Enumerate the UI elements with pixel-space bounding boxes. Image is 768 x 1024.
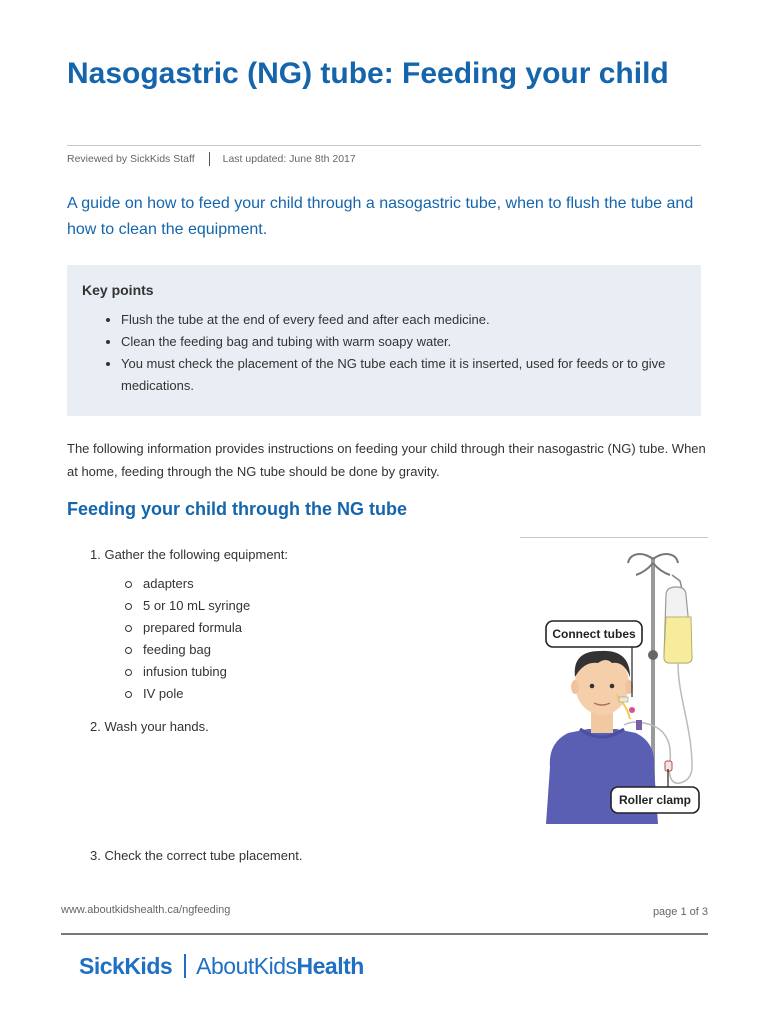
key-points-list — [105, 309, 696, 397]
meta-line — [67, 152, 356, 166]
tube-connector — [629, 707, 635, 713]
logo-divider — [184, 954, 186, 978]
illustration-svg — [520, 537, 708, 824]
brand-logo — [79, 951, 364, 981]
page-title: Nasogastric (NG) tube: Feeding your child — [67, 57, 669, 90]
ng-feeding-illustration — [520, 537, 708, 824]
equipment-item: feeding bag — [125, 639, 250, 661]
intro-paragraph: The following information provides instructions on feeding your child through their nasogastric (NG) tube. When at home, feeding through the NG tube should be done by gravity. — [67, 441, 706, 479]
page-number: page 1 of 3 — [652, 906, 708, 918]
sickkids-logo: SickKids — [79, 952, 173, 979]
last-updated: Last updated: June 8th 2017 — [222, 153, 356, 165]
step-wash — [90, 719, 209, 734]
equipment-item: 5 or 10 mL syringe — [125, 595, 250, 617]
aboutkids-logo-health: Health — [296, 952, 364, 979]
label-connect-tubes: Connect tubes — [552, 627, 636, 641]
footer-divider — [61, 933, 708, 935]
step-text: 1. Gather the following equipment: — [90, 547, 289, 562]
equipment-list — [125, 573, 250, 705]
step-gather — [90, 547, 288, 562]
label-roller-clamp: Roller clamp — [618, 793, 692, 807]
step-text: 2. Wash your hands. — [90, 719, 209, 734]
equipment-item: infusion tubing — [125, 661, 250, 683]
equipment-item: adapters — [125, 573, 250, 595]
key-point: • Flush the tube at the end of every feed and after each medicine. — [121, 309, 696, 331]
key-point: • You must check the placement of the NG tube each time it is inserted, used for feeds or to give medications. — [121, 353, 696, 397]
meta-divider — [67, 145, 701, 146]
feeding-bag-icon — [664, 575, 692, 767]
meta-separator — [209, 152, 210, 166]
key-points-heading: Key points — [82, 282, 154, 298]
step-text: 3. Check the correct tube placement. — [90, 848, 303, 863]
section-heading: Feeding your child through the NG tube — [67, 499, 407, 519]
aboutkids-logo-kids: Kids — [253, 952, 297, 979]
infusion-tubing — [680, 767, 692, 783]
footer-url: www.aboutkidshealth.ca/ngfeeding — [61, 904, 231, 916]
key-points-box — [67, 265, 701, 416]
step-check — [90, 848, 302, 863]
key-point: • Clean the feeding bag and tubing with warm soapy water. — [121, 331, 696, 353]
equipment-item: IV pole — [125, 683, 250, 705]
equipment-item: prepared formula — [125, 617, 250, 639]
figure-divider — [520, 537, 708, 538]
lead-summary: A guide on how to feed your child through a nasogastric tube, when to flush the tube and how to clean the equipment. — [67, 195, 694, 238]
aboutkids-logo-about: About — [196, 952, 254, 979]
reviewed-by: Reviewed by SickKids Staff — [67, 153, 195, 165]
